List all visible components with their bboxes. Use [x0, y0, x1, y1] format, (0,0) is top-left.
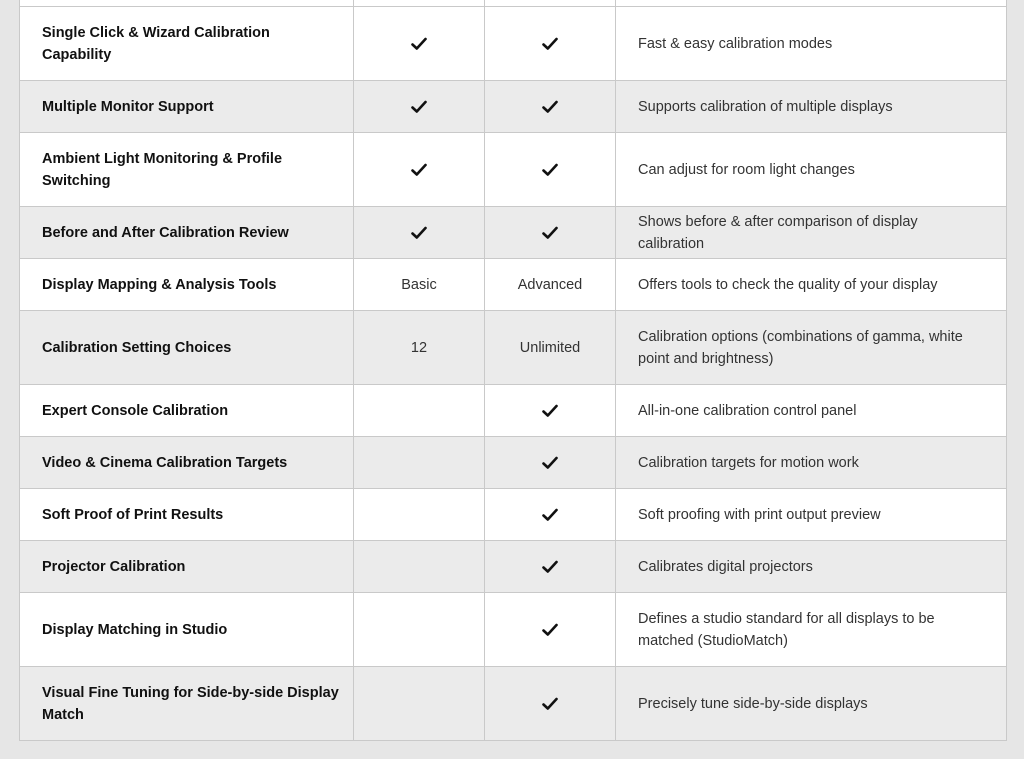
checkmark-icon [542, 226, 558, 240]
pro-edition-cell [485, 437, 616, 489]
feature-value: 12 [410, 339, 428, 356]
feature-name: Calibration Setting Choices [20, 311, 354, 385]
pro-edition-cell [485, 259, 616, 311]
standard-edition-cell [354, 7, 485, 81]
table-row [20, 489, 1007, 541]
standard-edition-cell [354, 385, 485, 437]
table-row [20, 667, 1007, 741]
feature-comparison-table [19, 0, 1007, 741]
table-row [20, 7, 1007, 81]
checkmark-icon [542, 456, 558, 470]
pro-edition-cell [485, 541, 616, 593]
checkmark-icon [411, 100, 427, 114]
checkmark-icon [542, 100, 558, 114]
checkmark-icon [411, 163, 427, 177]
standard-edition-cell [354, 259, 485, 311]
table-row [20, 593, 1007, 667]
feature-description: Calibrates digital projectors [616, 541, 1007, 593]
checkmark-icon [542, 404, 558, 418]
checkmark-icon [542, 697, 558, 711]
feature-description: Defines a studio standard for all displays to be matched (StudioMatch) [616, 593, 1007, 667]
standard-edition-cell [354, 207, 485, 259]
checkmark-icon [411, 37, 427, 51]
feature-description: Soft proofing with print output preview [616, 489, 1007, 541]
standard-edition-cell [354, 437, 485, 489]
standard-edition-cell [354, 133, 485, 207]
feature-description: Supports calibration of multiple displays [616, 81, 1007, 133]
feature-name: Video & Cinema Calibration Targets [20, 437, 354, 489]
standard-edition-cell [354, 541, 485, 593]
feature-name: Before and After Calibration Review [20, 207, 354, 259]
pro-edition-cell [485, 593, 616, 667]
feature-description: All-in-one calibration control panel [616, 385, 1007, 437]
feature-description: Can adjust for room light changes [616, 133, 1007, 207]
checkmark-icon [411, 226, 427, 240]
feature-name: Visual Fine Tuning for Side-by-side Display Match [20, 667, 354, 741]
feature-description: Fast & easy calibration modes [616, 7, 1007, 81]
feature-name: Projector Calibration [20, 541, 354, 593]
standard-edition-cell [354, 81, 485, 133]
feature-value: Advanced [517, 276, 583, 293]
checkmark-icon [542, 508, 558, 522]
standard-edition-cell [354, 489, 485, 541]
feature-name: Expert Console Calibration [20, 385, 354, 437]
feature-description: Precisely tune side-by-side displays [616, 667, 1007, 741]
pro-edition-cell [485, 385, 616, 437]
feature-name: Single Click & Wizard Calibration Capability [20, 7, 354, 81]
table-row [20, 133, 1007, 207]
feature-name: Multiple Monitor Support [20, 81, 354, 133]
feature-description: Shows before & after comparison of display calibration [616, 207, 1007, 259]
feature-name: Soft Proof of Print Results [20, 489, 354, 541]
feature-description: Calibration targets for motion work [616, 437, 1007, 489]
feature-name: Display Matching in Studio [20, 593, 354, 667]
checkmark-icon [542, 560, 558, 574]
feature-name: Ambient Light Monitoring & Profile Switching [20, 133, 354, 207]
checkmark-icon [542, 623, 558, 637]
standard-edition-cell [354, 593, 485, 667]
checkmark-icon [542, 37, 558, 51]
table-row [20, 259, 1007, 311]
feature-value: Basic [401, 276, 437, 293]
feature-description: Calibration options (combinations of gamma, white point and brightness) [616, 311, 1007, 385]
table-row [20, 207, 1007, 259]
pro-edition-cell [485, 207, 616, 259]
table-body [20, 0, 1007, 741]
feature-name: Display Mapping & Analysis Tools [20, 259, 354, 311]
pro-edition-cell [485, 133, 616, 207]
pro-edition-cell [485, 7, 616, 81]
pro-edition-cell [485, 667, 616, 741]
standard-edition-cell [354, 667, 485, 741]
table-row [20, 541, 1007, 593]
checkmark-icon [542, 163, 558, 177]
pro-edition-cell [485, 311, 616, 385]
pro-edition-cell [485, 81, 616, 133]
standard-edition-cell [354, 311, 485, 385]
feature-value: Unlimited [519, 339, 581, 356]
table-row [20, 81, 1007, 133]
table-row [20, 437, 1007, 489]
feature-description: Offers tools to check the quality of your display [616, 259, 1007, 311]
table-row [20, 385, 1007, 437]
pro-edition-cell [485, 489, 616, 541]
table-row [20, 311, 1007, 385]
